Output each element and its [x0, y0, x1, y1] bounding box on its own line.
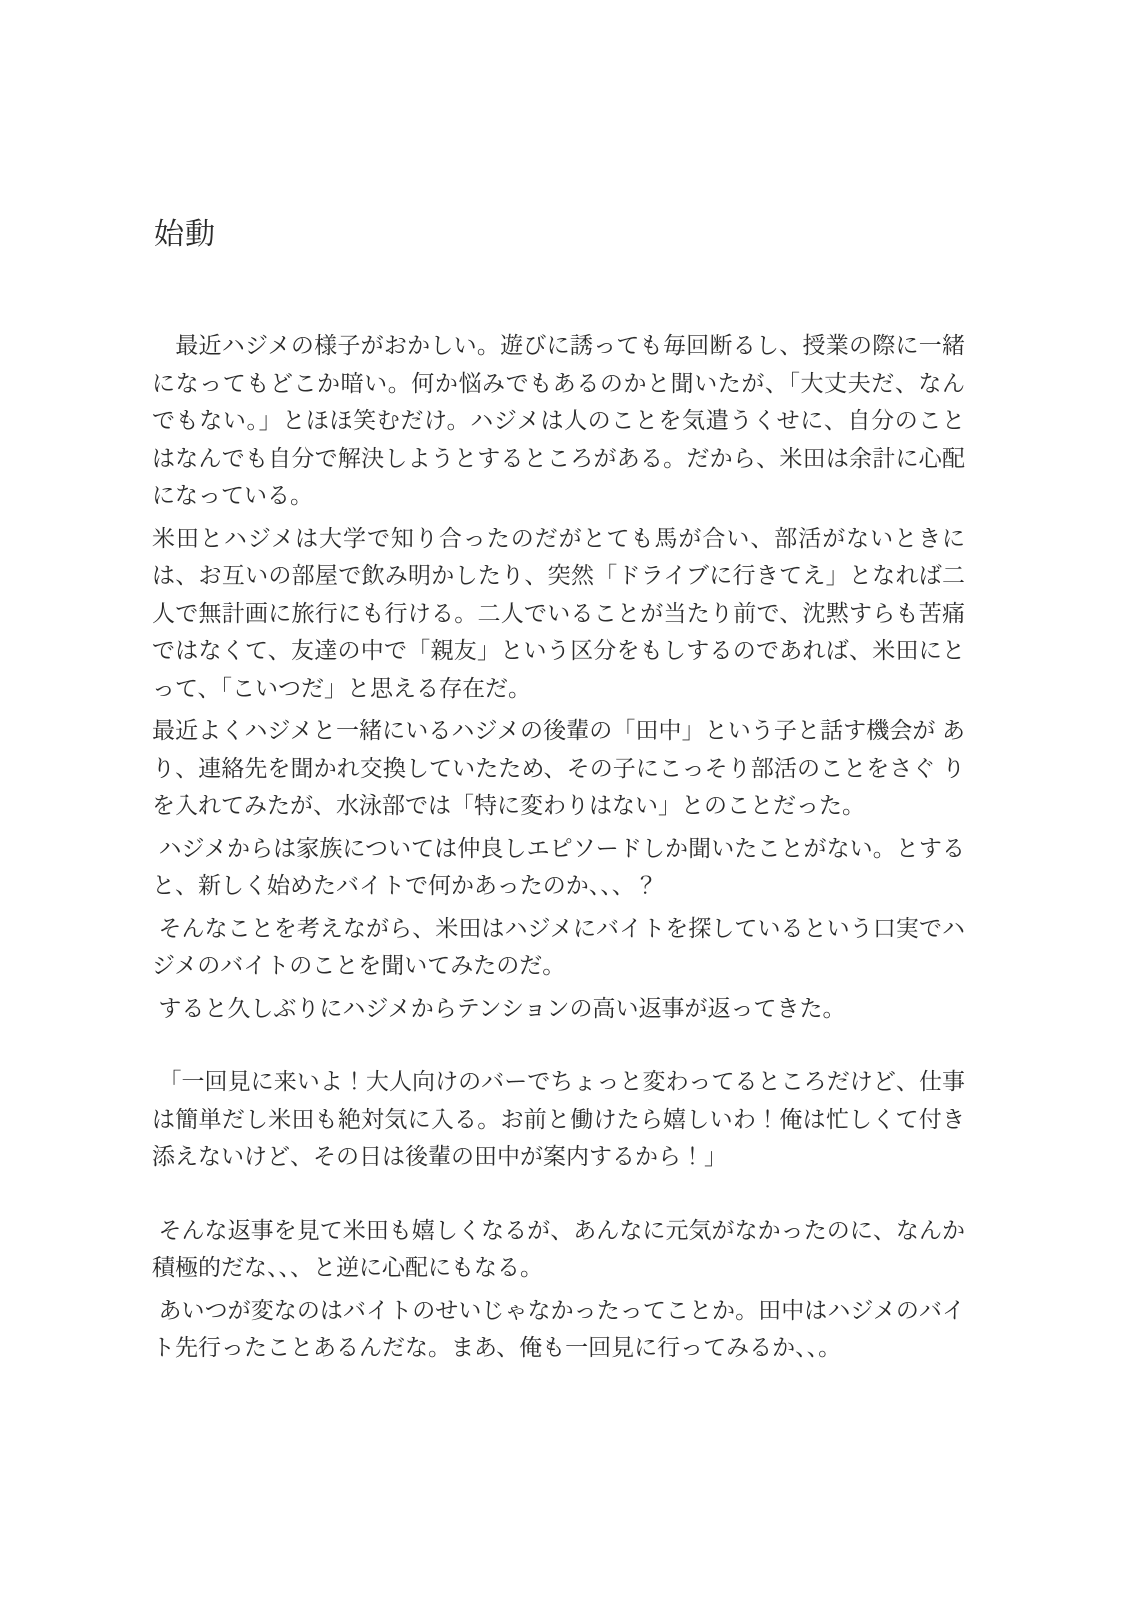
paragraph: 最近ハジメの様子がおかしい。遊びに誘っても毎回断るし、授業の際に一緒になってもどこか暗い。何か悩みでもあるのかと聞いたが、「大丈夫だ、なんでもない。」とほほ笑むだけ。ハジメは人のことを気遣うくせに、自分のことはなんでも自分で解決しようとするところがある。だから、米田は余計に心配になっている。 [152, 332, 965, 508]
paragraph: 「一回見に来いよ！大人向けのバーでちょっと変わってるところだけど、仕事は簡単だし米田も絶対気に入る。お前と働けたら嬉しいわ！俺は忙しくて付き添えないけど、その日は後輩の田中が案内するから！」 [152, 1068, 965, 1169]
paragraph: あいつが変なのはバイトのせいじゃなかったってことか。田中はハジメのバイト先行ったことあるんだな。まあ、俺も一回見に行ってみるか、、。 [152, 1296, 966, 1360]
story-text [152, 327, 965, 1367]
paragraph: 米田とハジメは大学で知り合ったのだがとても馬が合い、部活がないときには、お互いの部屋で飲み明かしたり、突然「ドライブに行きてえ」となれば二人で無計画に旅行にも行ける。二人でいることが当たり前で、沈黙すらも苦痛ではなくて、友達の中で「親友」という区分をもしするのであれば、米田にとって、「こいつだ」と思える存在だ。 [152, 524, 965, 701]
paragraph: そんな返事を見て米田も嬉しくなるが、あんなに元気がなかったのに、なんか積極的だな、、、と逆に心配にもなる。 [152, 1216, 966, 1280]
chapter-title: 始動 [154, 218, 216, 251]
paragraph: すると久しぶりにハジメからテンションの高い返事が返ってきた。 [152, 994, 846, 1021]
paragraph: ハジメからは家族については仲良しエピソードしか聞いたことがない。とすると、新しく始めたバイトで何かあったのか、、、？ [152, 834, 965, 898]
paragraph: 最近よくハジメと一緒にいるハジメの後輩の「田中」という子と話す機会が あり、連絡先を聞かれ交換していたため、その子にこっそり部活のことをさぐ りを入れてみたが、水泳部では「特に変わりはない」とのことだった。 [152, 717, 965, 818]
paragraph: そんなことを考えながら、米田はハジメにバイトを探しているという口実でハジメのバイトのことを聞いてみたのだ。 [152, 914, 966, 978]
